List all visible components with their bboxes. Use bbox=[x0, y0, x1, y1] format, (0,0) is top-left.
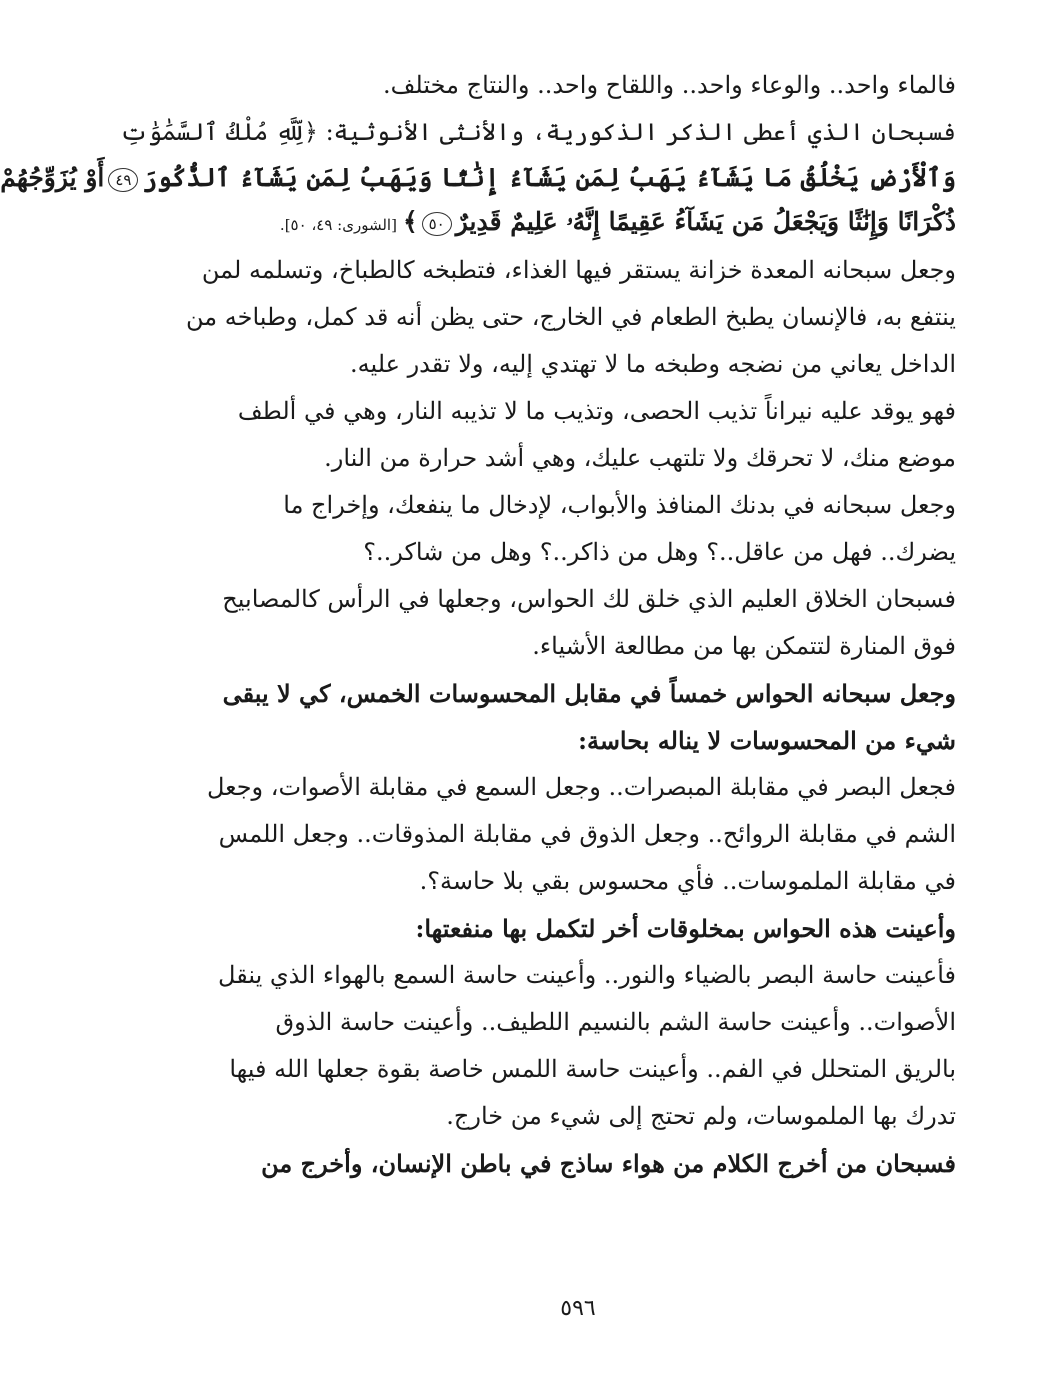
heading-line bbox=[200, 717, 956, 764]
line-text: وجعل سبحانه في بدنك المنافذ والأبواب، لإدخال ما ينفعك، وإخراج ما bbox=[283, 491, 956, 519]
text-line bbox=[200, 1093, 956, 1140]
line-text: وجعل سبحانه المعدة خزانة يستقر فيها الغذاء، فتطبخه كالطباخ، وتسلمه لمن bbox=[201, 256, 956, 284]
line-text: فجعل البصر في مقابلة المبصرات.. وجعل السمع في مقابلة الأصوات، وجعل bbox=[206, 773, 956, 801]
text-line bbox=[200, 435, 956, 482]
line-text: وجعل سبحانه الحواس خمساً في مقابل المحسوسات الخمس، كي لا يبقى bbox=[222, 679, 956, 708]
page-number: ٥٩٦ bbox=[560, 1296, 596, 1321]
text-line bbox=[119, 109, 956, 156]
ayah-number-marker: ٥٠ bbox=[422, 212, 452, 236]
line-text: فهو يوقد عليه نيراناً تذيب الحصى، وتذيب ما لا تذيبه النار، وهي في ألطف bbox=[237, 397, 956, 425]
text-line bbox=[200, 952, 956, 999]
text-line bbox=[200, 1046, 956, 1093]
text-line bbox=[200, 623, 956, 670]
line-text: وأعينت هذه الحواس بمخلوقات أخر لتكمل بها منفعتها: bbox=[415, 914, 956, 943]
line-text: الشم في مقابلة الروائح.. وجعل الذوق في مقابلة المذوقات.. وجعل اللمس bbox=[218, 820, 956, 848]
text-line bbox=[200, 247, 956, 294]
line-text: بالريق المتحلل في الفم.. وأعينت حاسة اللمس خاصة بقوة جعلها الله فيها bbox=[229, 1055, 956, 1083]
text-line bbox=[200, 764, 956, 811]
quran-verse-line bbox=[200, 200, 956, 247]
text-line bbox=[200, 482, 956, 529]
text-line bbox=[200, 388, 956, 435]
line-text: ينتفع به، فالإنسان يطبخ الطعام في الخارج، حتى يظن أنه قد كمل، وطباخه من bbox=[186, 303, 956, 331]
line-text: في مقابلة الملموسات.. فأي محسوس بقي بلا حاسة؟. bbox=[419, 867, 956, 895]
text-line bbox=[200, 811, 956, 858]
text-line bbox=[200, 529, 956, 576]
line-tail: أَوْ يُزَوِّجُهُمْ bbox=[0, 163, 105, 192]
heading-line bbox=[200, 905, 956, 952]
text-line bbox=[200, 341, 956, 388]
line-text: فسبحان الخلاق العليم الذي خلق لك الحواس، وجعلها في الرأس كالمصابيح bbox=[222, 585, 956, 613]
verse-reference: [الشورى: ٤٩، ٥٠]. bbox=[279, 216, 397, 234]
line-text: فأعينت حاسة البصر بالضياء والنور.. وأعينت حاسة السمع بالهواء الذي ينقل bbox=[218, 961, 956, 989]
line-text: شيء من المحسوسات لا يناله بحاسة: bbox=[578, 726, 956, 755]
line-text: الأصوات.. وأعينت حاسة الشم بالنسيم اللطيف.. وأعينت حاسة الذوق bbox=[275, 1008, 956, 1036]
line-text: الداخل يعاني من نضجه وطبخه ما لا تهتدي إليه، ولا تقدر عليه. bbox=[349, 350, 956, 378]
line-text: وَٱلْأَرْضِ يَخْلُقُ مَا يَشَآءُ يَهَبُ لِمَن يَشَآءُ إِنَٰثًا وَيَهَبُ لِمَن يَشَآءُ ٱلذُّكُورَ bbox=[142, 163, 956, 192]
heading-line bbox=[200, 670, 956, 717]
line-text: ذُكْرَانًا وَإِنَٰثًا وَيَجْعَلُ مَن يَشَآءُ عَقِيمًا إِنَّهُۥ عَلِيمٌ قَدِيرٌ bbox=[455, 207, 956, 236]
line-text: فسبحان من أخرج الكلام من هواء ساذج في باطن الإنسان، وأخرج من bbox=[261, 1149, 956, 1178]
line-tail: ﴾ bbox=[402, 207, 418, 236]
text-line bbox=[200, 999, 956, 1046]
line-text: فالماء واحد.. والوعاء واحد.. واللقاح واحد.. والنتاج مختلف. bbox=[382, 71, 956, 99]
text-line bbox=[200, 576, 956, 623]
line-text: تدرك بها الملموسات، ولم تحتج إلى شيء من خارج. bbox=[446, 1102, 956, 1130]
text-line bbox=[200, 858, 956, 905]
line-text: فوق المنارة لتتمكن بها من مطالعة الأشياء. bbox=[532, 632, 956, 660]
quran-verse-line bbox=[0, 156, 956, 200]
text-line bbox=[186, 294, 956, 341]
line-text: يضرك.. فهل من عاقل..؟ وهل من ذاكر..؟ وهل من شاكر..؟ bbox=[363, 538, 956, 566]
ayah-number-marker: ٤٩ bbox=[108, 168, 138, 192]
line-text: فسبحان الذي أعطى الذكر الذكورية، والأنثى الأنوثية: ﴿لِّلَّهِ مُلْكُ ٱلسَّمَٰوَٰتِ bbox=[119, 118, 956, 146]
text-line bbox=[200, 62, 956, 109]
body-text bbox=[0, 62, 956, 1187]
heading-line bbox=[200, 1140, 956, 1187]
line-text: موضع منك، لا تحرقك ولا تلتهب عليك، وهي أشد حرارة من النار. bbox=[324, 444, 956, 472]
